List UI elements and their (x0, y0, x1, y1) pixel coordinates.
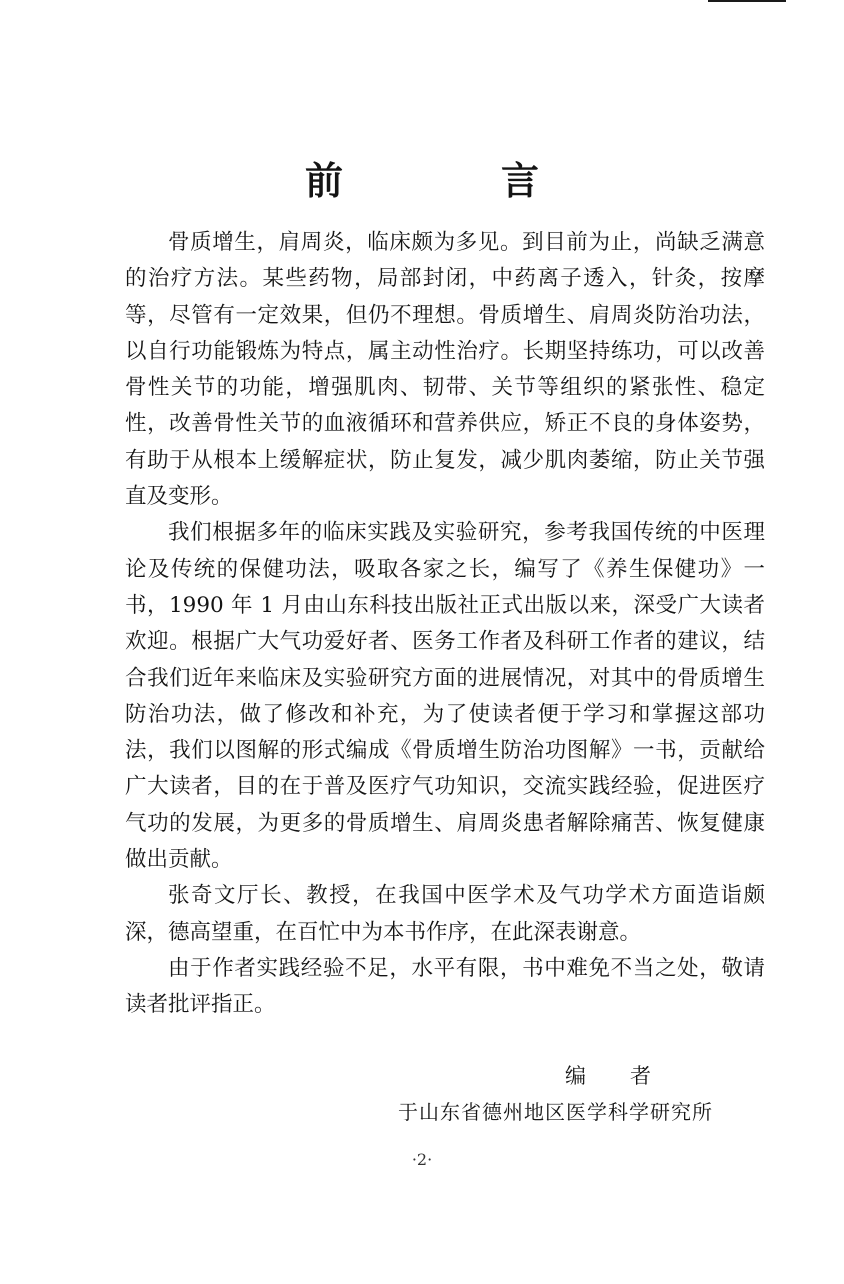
paragraph-1: 骨质增生，肩周炎，临床颇为多见。到目前为止，尚缺乏满意的治疗方法。某些药物，局部封闭，中药离子透入，针灸，按摩等，尽管有一定效果，但仍不理想。骨质增生、肩周炎防治功法，以自行功能锻炼为特点，属主动性治疗。长期坚持练功，可以改善骨性关节的功能，增强肌肉、韧带、关节等组织的紧张性、稳定性，改善骨性关节的血液循环和营养供应，矫正不良的身体姿势，有助于从根本上缓解症状，防止复发，减少肌肉萎缩，防止关节强直及变形。 (125, 230, 765, 510)
page-number: ·2· (411, 1150, 433, 1169)
paragraph-2: 我们根据多年的临床实践及实验研究，参考我国传统的中医理论及传统的保健功法，吸取各家之长，编写了《养生保健功》一书，1990 年 1 月由山东科技出版社正式出版以来，深受广大读者欢迎。根据广大气功爱好者、医务工作者及科研工作者的建议，结合我们近年来临床及实验研究方面的进展情况，对其中的骨质增生防治功法，做了修改和补充，为了使读者便于学习和掌握这部功法，我们以图解的形式编成《骨质增生防治功图解》一书，贡献给广大读者，目的在于普及医疗气功知识，交流实践经验，促进医疗气功的发展，为更多的骨质增生、肩周炎患者解除痛苦、恢复健康做出贡献。 (125, 520, 765, 873)
paragraph-3: 张奇文厅长、教授，在我国中医学术及气功学术方面造诣颇深，德高望重，在百忙中为本书作序，在此深表谢意。 (125, 883, 765, 945)
preface-body (125, 225, 765, 1024)
paragraph-4: 由于作者实践经验不足，水平有限，书中难免不当之处，敬请读者批评指正。 (125, 955, 765, 1018)
top-rule (708, 0, 786, 2)
author-signature: 编者 (565, 1064, 695, 1088)
author-affiliation: 于山东省德州地区医学科学研究所 (398, 1100, 713, 1124)
page-title: 前 言 (304, 159, 599, 203)
